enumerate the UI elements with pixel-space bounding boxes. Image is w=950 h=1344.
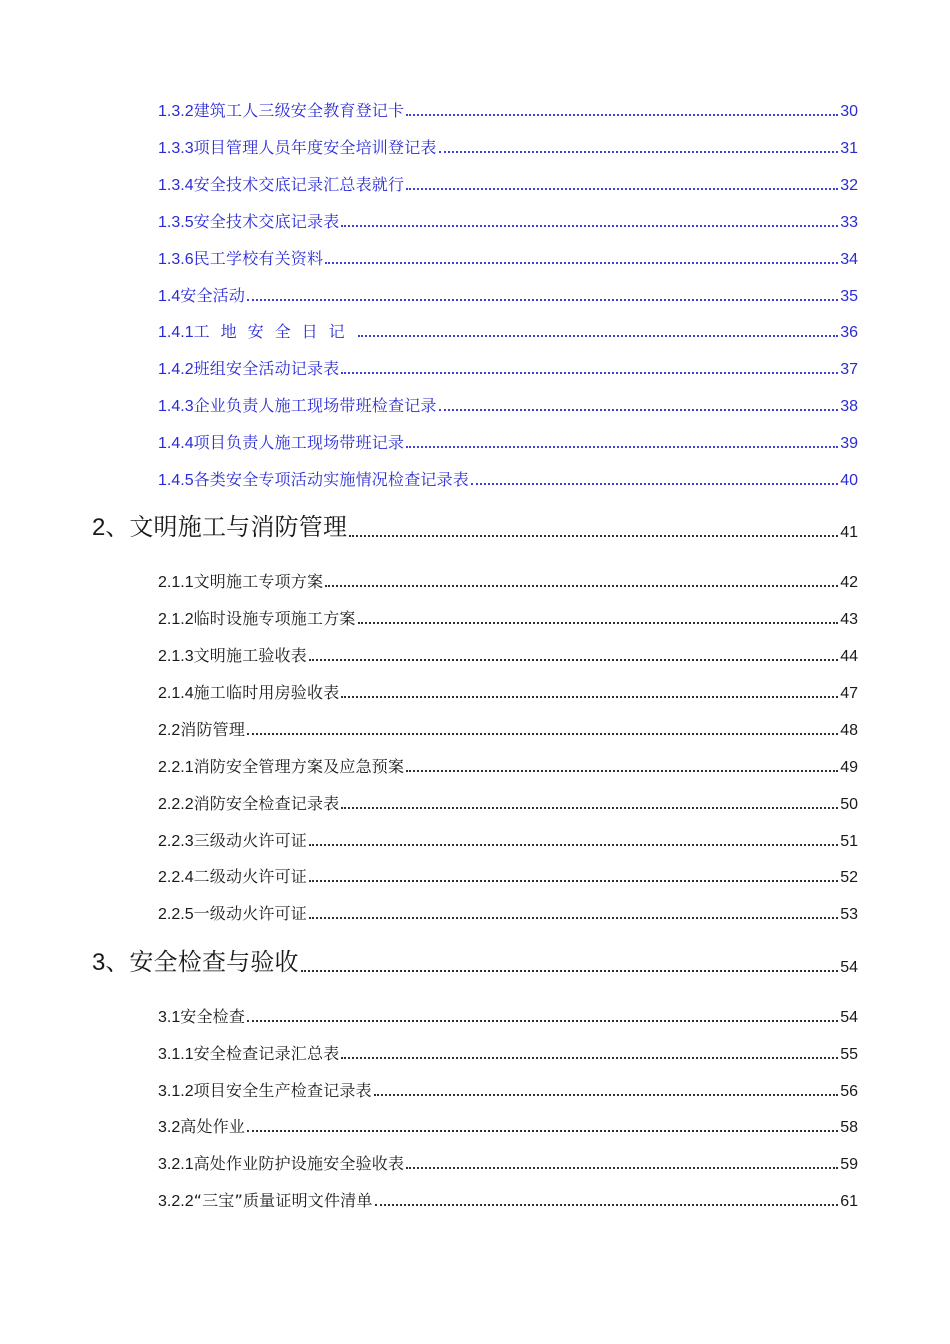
toc-entry-title: 三级动火许可证 [193,831,307,850]
dot-leader [309,659,838,661]
toc-entry-title: 消防安全管理方案及应急预案 [193,757,405,776]
toc-entry-2-1-1[interactable] [158,568,858,592]
toc-entry-number: 2.1.3 [158,648,194,665]
toc-entry-title: 安全技术交底记录表 [193,212,340,231]
dot-leader [247,733,838,735]
toc-entry-3-2-2[interactable] [158,1187,858,1211]
toc-entry-title: 二级动火许可证 [193,867,307,886]
toc-entry-2-1-3[interactable] [158,642,858,666]
toc-entry-3-2-1[interactable] [158,1150,858,1174]
toc-page-number: 41 [840,524,858,541]
toc-entry-number: 3.2.2 [158,1193,194,1210]
toc-section-2[interactable] [92,512,858,542]
toc-entry-3-1-2[interactable] [158,1077,858,1101]
dot-leader [341,807,838,809]
toc-page-number: 47 [840,685,858,702]
toc-entry-title: 建筑工人三级安全教育登记卡 [193,101,405,120]
toc-entry-number: 1.4.1 [158,324,194,341]
toc-entry-number: 2.1.2 [158,611,194,628]
toc-entry-number: 3.2.1 [158,1156,194,1173]
toc-page-number: 56 [840,1083,858,1100]
toc-entry-number: 3.1 [158,1009,181,1026]
toc-page-number: 35 [840,288,858,305]
dot-leader [375,1204,839,1206]
toc-entry-title: 消防管理 [180,720,246,739]
toc-entry-title: 消防安全检查记录表 [193,794,340,813]
dot-leader [349,535,838,537]
toc-entry-number: 2.2.2 [158,796,194,813]
toc-entry-number: 3.2 [158,1119,181,1136]
toc-entry-1-4-2[interactable] [158,355,858,379]
toc-entry-title: 文明施工验收表 [193,646,307,665]
toc-entry-title: “三宝”质量证明文件清单 [193,1191,373,1210]
dot-leader [247,1130,838,1132]
toc-entry-1-3-3[interactable] [158,134,858,158]
dot-leader [325,585,838,587]
toc-page-number: 36 [840,324,858,341]
toc-page-number: 44 [840,648,858,665]
toc-entry-title: 安全检查 [180,1007,246,1026]
toc-entry-title: 各类安全专项活动实施情况检查记录表 [193,470,469,489]
toc-entry-2-2-1[interactable] [158,753,858,777]
dot-leader [247,1020,838,1022]
toc-page-number: 42 [840,574,858,591]
toc-entry-number: 1.3.4 [158,177,194,194]
toc-entry-title: 安全技术交底记录汇总表就行 [193,175,405,194]
toc-entry-title: 高处作业 [180,1117,246,1136]
dot-leader [374,1094,838,1096]
toc-page-number: 39 [840,435,858,452]
toc-entry-number: 2.2.5 [158,906,194,923]
dot-leader [309,917,838,919]
toc-page-number: 30 [840,103,858,120]
toc-section-number: 2、 [92,514,130,541]
toc-section-number: 3、 [92,949,130,976]
toc-entry-2-2-5[interactable] [158,900,858,924]
toc-page-number: 59 [840,1156,858,1173]
toc-entry-3-2[interactable] [158,1113,858,1137]
toc-entry-number: 1.4.2 [158,361,194,378]
toc-entry-number: 1.3.5 [158,214,194,231]
toc-entry-number: 2.2.4 [158,869,194,886]
toc-entry-number: 1.3.6 [158,251,194,268]
toc-entry-1-4-4[interactable] [158,429,858,453]
dot-leader [406,770,838,772]
dot-leader [325,262,838,264]
toc-page-number: 54 [840,959,858,976]
toc-entry-number: 2.2.3 [158,833,194,850]
toc-page-number: 33 [840,214,858,231]
toc-entry-number: 1.4 [158,288,181,305]
toc-entry-title: 民工学校有关资料 [193,249,324,268]
dot-leader [301,970,838,972]
dot-leader [406,114,838,116]
toc-entry-1-4-1[interactable] [158,318,858,342]
toc-entry-title: 项目安全生产检查记录表 [193,1081,372,1100]
toc-page-number: 40 [840,472,858,489]
toc-entry-1-4-5[interactable] [158,466,858,490]
toc-page-number: 52 [840,869,858,886]
dot-leader [358,622,839,624]
dot-leader [406,446,838,448]
dot-leader [341,1057,838,1059]
toc-page-number: 32 [840,177,858,194]
toc-entry-title: 施工临时用房验收表 [193,683,340,702]
dot-leader [358,335,839,337]
dot-leader [439,151,839,153]
toc-page-number: 37 [840,361,858,378]
toc-entry-2-2-3[interactable] [158,827,858,851]
toc-entry-title: 企业负责人施工现场带班检查记录 [193,396,437,415]
toc-page-number: 48 [840,722,858,739]
toc-entry-1-3-4[interactable] [158,171,858,195]
toc-entry-title: 工地安全日记 [193,322,356,341]
toc-entry-number: 1.4.5 [158,472,194,489]
dot-leader [309,880,838,882]
toc-entry-number: 1.3.3 [158,140,194,157]
toc-page-number: 61 [840,1193,858,1210]
dot-leader [341,225,838,227]
dot-leader [341,696,838,698]
toc-section-3[interactable] [92,947,858,977]
toc-entry-number: 3.1.2 [158,1083,194,1100]
dot-leader [471,483,838,485]
toc-entry-title: 班组安全活动记录表 [193,359,340,378]
toc-entry-2-1-2[interactable] [158,605,858,629]
dot-leader [247,299,838,301]
toc-section-title: 安全检查与验收 [129,948,299,976]
toc-page-number: 54 [840,1009,858,1026]
toc-entry-title: 临时设施专项施工方案 [193,609,356,628]
toc-entry-title: 项目管理人员年度安全培训登记表 [193,138,437,157]
toc-entry-2-1-4[interactable] [158,679,858,703]
toc-entry-number: 2.2 [158,722,181,739]
toc-entry-number: 1.4.4 [158,435,194,452]
toc-entry-number: 1.4.3 [158,398,194,415]
toc-entry-1-3-5[interactable] [158,208,858,232]
toc-entry-1-4-3[interactable] [158,392,858,416]
toc-entry-number: 2.2.1 [158,759,194,776]
toc-section-title: 文明施工与消防管理 [129,513,348,541]
toc-page-number: 43 [840,611,858,628]
toc-entry-title: 文明施工专项方案 [193,572,324,591]
toc-entry-2-2[interactable] [158,716,858,740]
toc-page-number: 31 [840,140,858,157]
toc-entry-title: 安全检查记录汇总表 [193,1044,340,1063]
toc-entry-3-1[interactable] [158,1003,858,1027]
toc-entry-title: 一级动火许可证 [193,904,307,923]
toc-entry-1-3-2[interactable] [158,97,858,121]
dot-leader [406,1167,838,1169]
dot-leader [406,188,838,190]
toc-page-number: 50 [840,796,858,813]
toc-entry-number: 1.3.2 [158,103,194,120]
dot-leader [341,372,838,374]
toc-page-number: 34 [840,251,858,268]
dot-leader [309,844,838,846]
toc-page-number: 58 [840,1119,858,1136]
toc-page-number: 55 [840,1046,858,1063]
toc-page-number: 53 [840,906,858,923]
toc-entry-3-1-1[interactable] [158,1040,858,1064]
dot-leader [439,409,839,411]
toc-entry-number: 2.1.4 [158,685,194,702]
toc-page-number: 51 [840,833,858,850]
toc-entry-2-2-2[interactable] [158,790,858,814]
toc-entry-title: 安全活动 [180,286,246,305]
toc-page-number: 49 [840,759,858,776]
toc-page-number: 38 [840,398,858,415]
toc-entry-title: 高处作业防护设施安全验收表 [193,1154,405,1173]
toc-entry-1-4[interactable] [158,282,858,306]
toc-entry-1-3-6[interactable] [158,245,858,269]
toc-entry-2-2-4[interactable] [158,863,858,887]
toc-entry-number: 2.1.1 [158,574,194,591]
toc-entry-title: 项目负责人施工现场带班记录 [193,433,405,452]
toc-entry-number: 3.1.1 [158,1046,194,1063]
